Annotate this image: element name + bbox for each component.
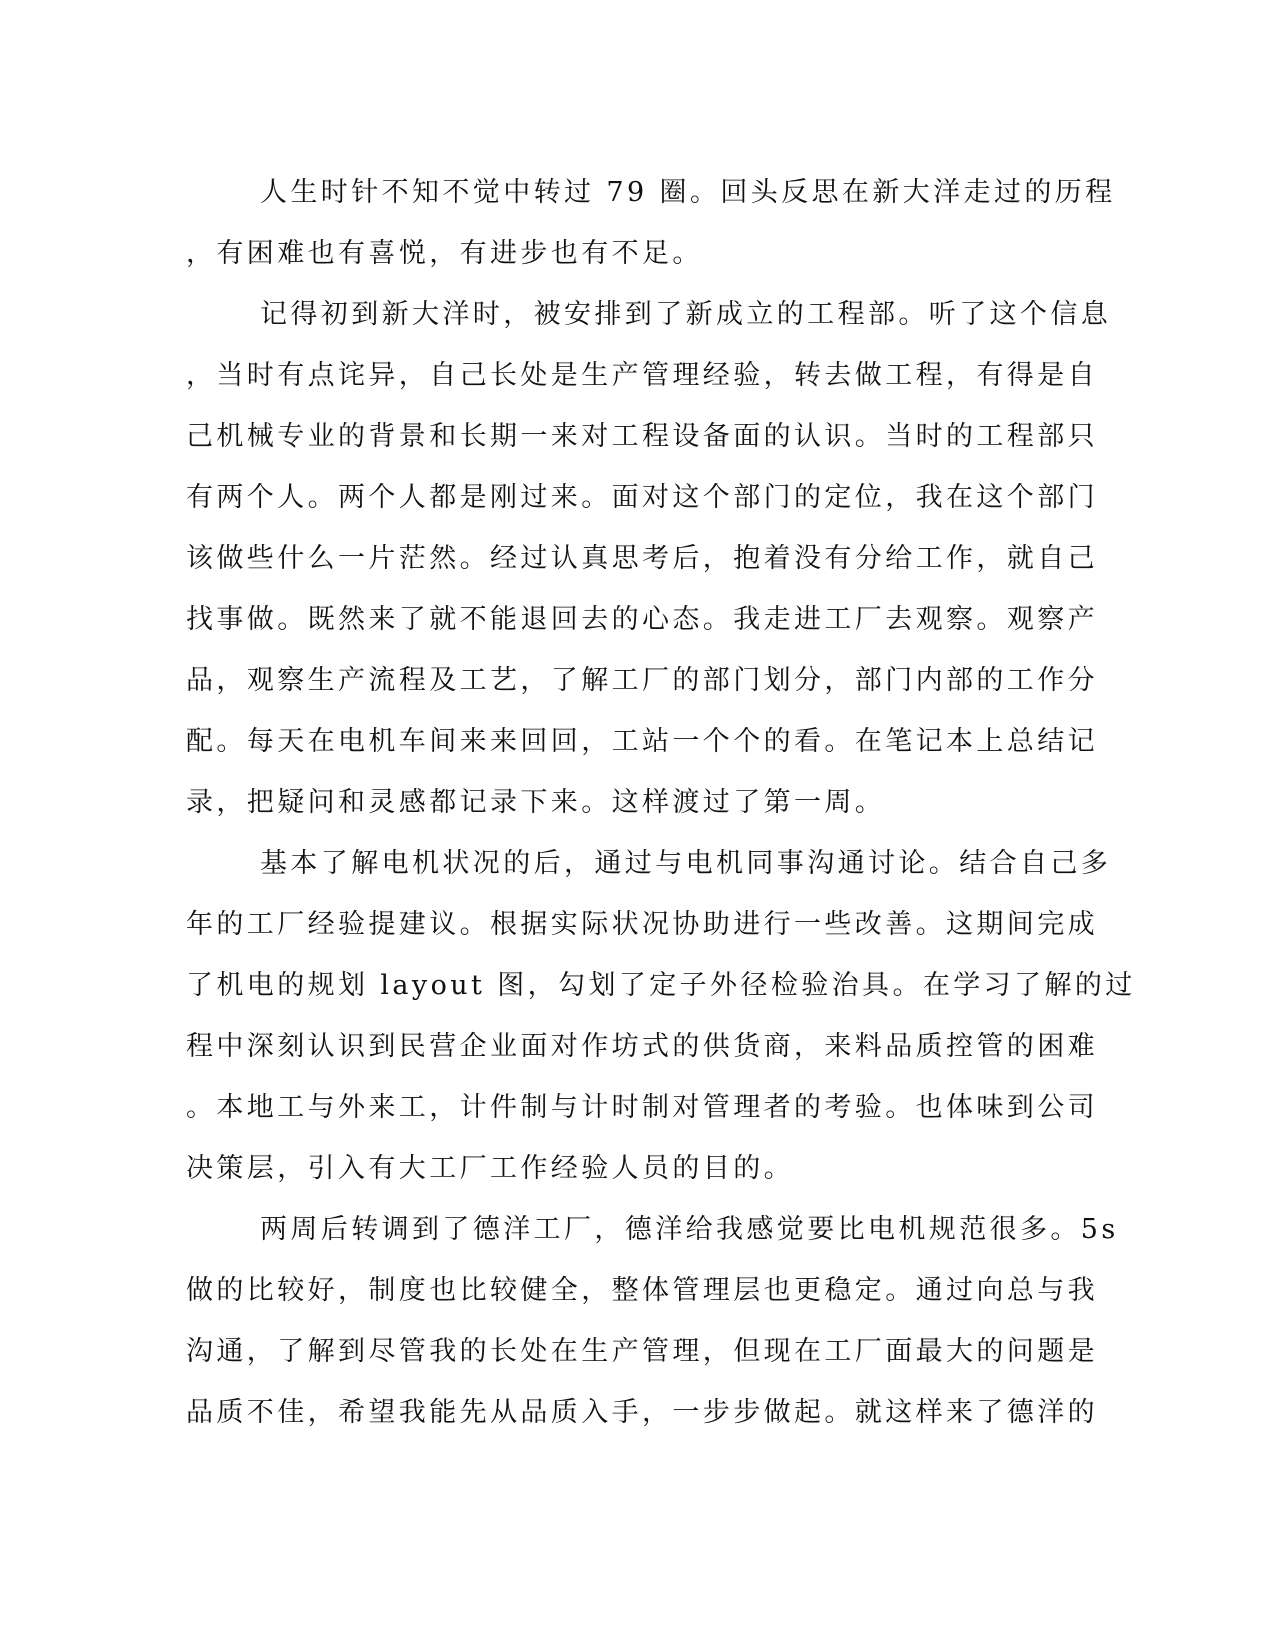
text-line: 录，把疑问和灵感都记录下来。这样渡过了第一周。 [186, 787, 886, 818]
text-line: 品质不佳，希望我能先从品质入手，一步步做起。就这样来了德洋的 [186, 1397, 1098, 1428]
text-line: ，当时有点诧异，自己长处是生产管理经验，转去做工程，有得是自 [186, 360, 1098, 391]
text-line: 决策层，引入有大工厂工作经验人员的目的。 [186, 1153, 794, 1184]
text-line: ，有困难也有喜悦，有进步也有不足。 [186, 238, 703, 269]
text-line: 年的工厂经验提建议。根据实际状况协助进行一些改善。这期间完成 [186, 909, 1098, 940]
paragraph [186, 1199, 1119, 1443]
text-line: 有两个人。两个人都是刚过来。面对这个部门的定位，我在这个部门 [186, 482, 1098, 513]
document-body [186, 162, 1136, 1443]
text-line: 品，观察生产流程及工艺，了解工厂的部门划分，部门内部的工作分 [186, 665, 1098, 696]
text-line: 两周后转调到了德洋工厂，德洋给我感觉要比电机规范很多。5s [260, 1214, 1119, 1245]
paragraph [186, 284, 1112, 833]
text-line: 了机电的规划 layout 图，勾划了定子外径检验治具。在学习了解的过 [186, 970, 1136, 1001]
text-line: 己机械专业的背景和长期一来对工程设备面的认识。当时的工程部只 [186, 421, 1098, 452]
text-line: 配。每天在电机车间来来回回，工站一个个的看。在笔记本上总结记 [186, 726, 1098, 757]
text-line: 记得初到新大洋时，被安排到了新成立的工程部。听了这个信息 [260, 299, 1112, 330]
text-line: 程中深刻认识到民营企业面对作坊式的供货商，来料品质控管的困难 [186, 1031, 1098, 1062]
paragraph [186, 833, 1136, 1199]
text-line: 基本了解电机状况的后，通过与电机同事沟通讨论。结合自己多 [260, 848, 1112, 879]
paragraph [186, 162, 1116, 284]
text-line: 沟通，了解到尽管我的长处在生产管理，但现在工厂面最大的问题是 [186, 1336, 1098, 1367]
text-line: 该做些什么一片茫然。经过认真思考后，抱着没有分给工作，就自己 [186, 543, 1098, 574]
text-line: 找事做。既然来了就不能退回去的心态。我走进工厂去观察。观察产 [186, 604, 1098, 635]
text-line: 人生时针不知不觉中转过 79 圈。回头反思在新大洋走过的历程 [260, 177, 1116, 208]
text-line: 做的比较好，制度也比较健全，整体管理层也更稳定。通过向总与我 [186, 1275, 1098, 1306]
text-line: 。本地工与外来工，计件制与计时制对管理者的考验。也体味到公司 [186, 1092, 1098, 1123]
